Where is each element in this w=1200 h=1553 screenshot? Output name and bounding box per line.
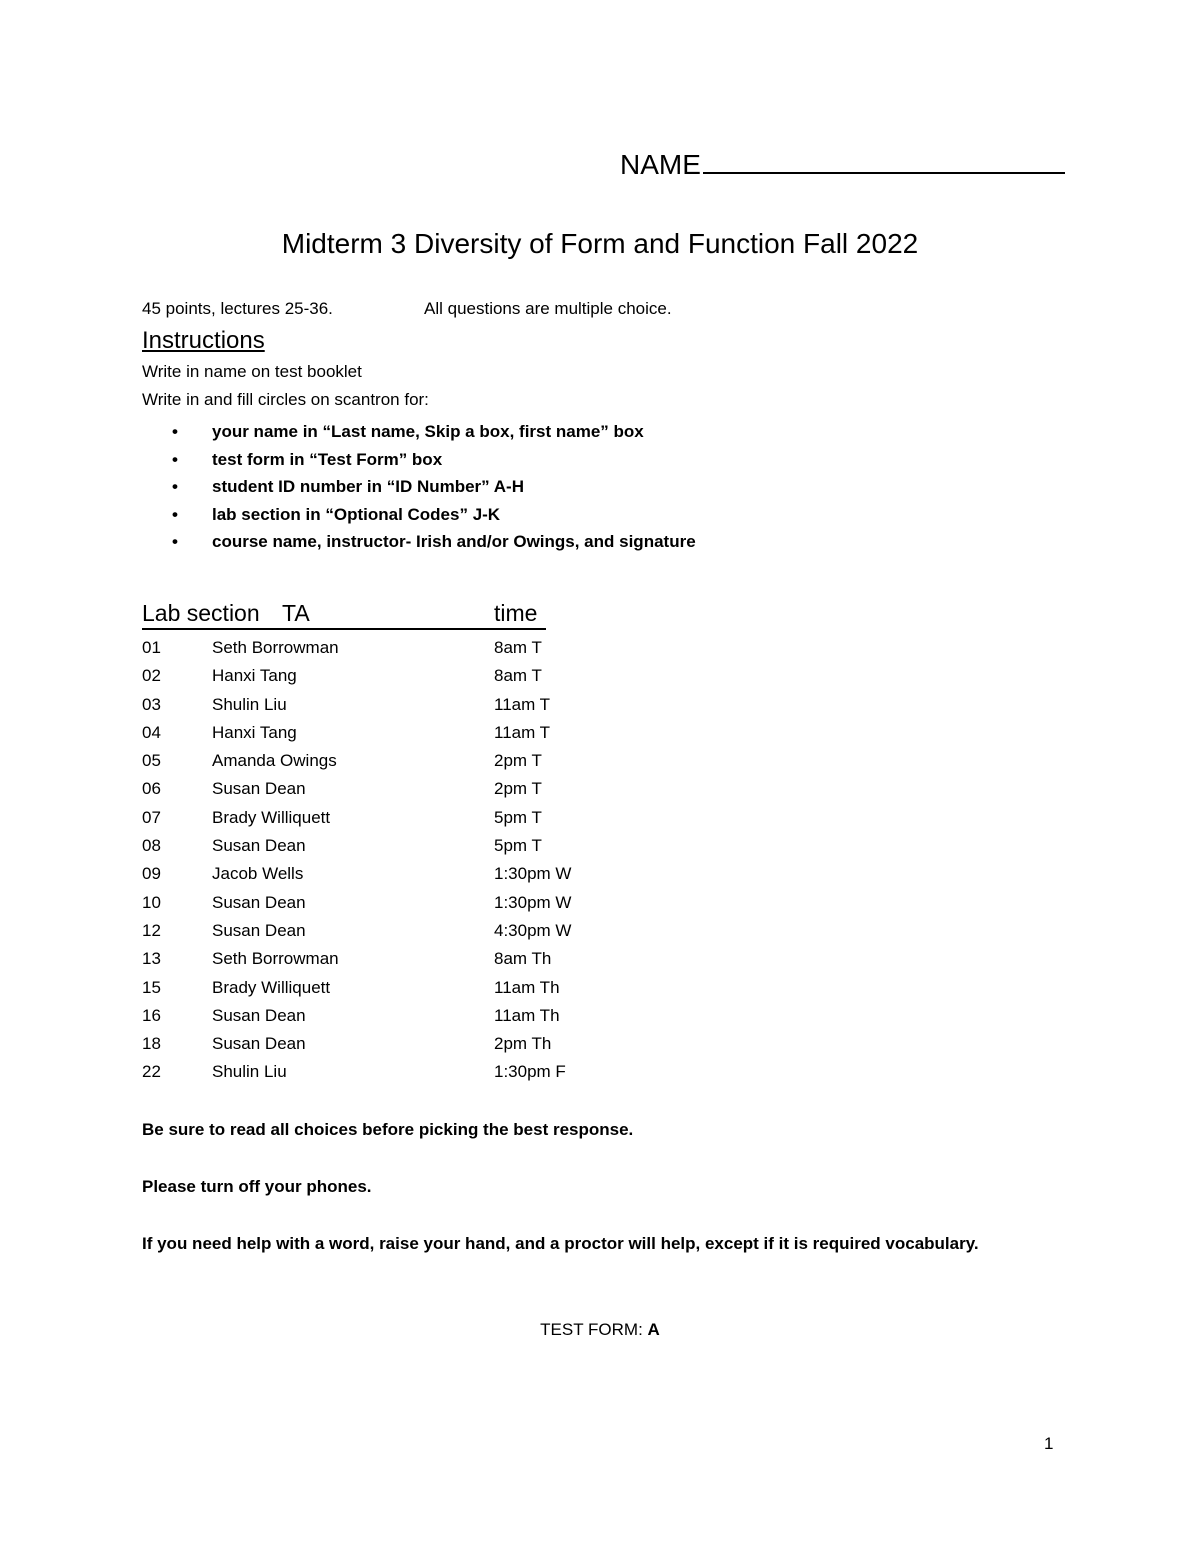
list-item <box>172 528 696 556</box>
list-item <box>172 446 696 474</box>
lab-section-cell: 15 <box>142 977 161 997</box>
lab-table-header <box>142 598 546 630</box>
ta-cell: Shulin Liu <box>212 694 287 714</box>
lab-section-cell: 04 <box>142 722 161 742</box>
list-item <box>172 418 696 446</box>
bullet-icon: • <box>172 477 178 496</box>
ta-cell: Shulin Liu <box>212 1062 287 1082</box>
ta-cell: Susan Dean <box>212 1034 306 1054</box>
note-phones: Please turn off your phones. <box>142 1177 372 1196</box>
test-form-label: TEST FORM: <box>540 1320 643 1339</box>
bullet-icon: • <box>172 504 178 524</box>
page-number: 1 <box>1044 1434 1054 1453</box>
lab-section-cell: 02 <box>142 666 161 686</box>
lab-section-cell: 12 <box>142 920 161 940</box>
bullet-text: student ID number in “ID Number” A-H <box>212 477 524 496</box>
ta-cell: Susan Dean <box>212 836 306 856</box>
time-cell: 1:30pm W <box>494 864 572 884</box>
note-read-choices: Be sure to read all choices before picking the best response. <box>142 1120 634 1139</box>
time-cell: 1:30pm W <box>494 892 572 912</box>
time-cell: 2pm T <box>494 751 542 771</box>
table-row <box>142 860 642 888</box>
points-info: 45 points, lectures 25-36. <box>142 299 333 318</box>
table-row <box>142 974 642 1002</box>
list-item <box>172 501 696 529</box>
lab-section-cell: 05 <box>142 751 161 771</box>
time-cell: 11am Th <box>494 977 560 997</box>
bullet-text: your name in “Last name, Skip a box, first name” box <box>212 422 644 441</box>
bullet-icon: • <box>172 449 178 469</box>
time-cell: 1:30pm F <box>494 1062 566 1082</box>
bullet-icon: • <box>172 422 178 441</box>
time-cell: 4:30pm W <box>494 920 572 940</box>
ta-cell: Susan Dean <box>212 1005 306 1025</box>
lab-section-cell: 03 <box>142 694 161 714</box>
format-info: All questions are multiple choice. <box>424 299 672 318</box>
scantron-instructions-list <box>172 418 696 556</box>
table-row <box>142 691 642 719</box>
time-cell: 2pm T <box>494 779 542 799</box>
lab-section-cell: 01 <box>142 638 161 657</box>
header-lab-section: Lab section <box>142 600 260 626</box>
table-row <box>142 634 642 662</box>
time-cell: 11am Th <box>494 1005 560 1025</box>
table-row <box>142 1030 642 1058</box>
table-row <box>142 917 642 945</box>
table-row <box>142 1058 642 1086</box>
header-time: time <box>494 600 538 626</box>
table-row <box>142 1002 642 1030</box>
ta-cell: Susan Dean <box>212 892 306 912</box>
ta-cell: Susan Dean <box>212 920 306 940</box>
lab-section-cell: 09 <box>142 864 161 884</box>
table-row <box>142 804 642 832</box>
table-row <box>142 747 642 775</box>
name-blank-line <box>703 142 1065 174</box>
table-row <box>142 662 642 690</box>
time-cell: 11am T <box>494 694 551 714</box>
table-row <box>142 889 642 917</box>
ta-cell: Hanxi Tang <box>212 666 297 686</box>
instructions-heading: Instructions <box>142 327 265 354</box>
time-cell: 8am T <box>494 638 542 657</box>
lab-section-cell: 06 <box>142 779 161 799</box>
table-row <box>142 719 642 747</box>
table-row <box>142 775 642 803</box>
lab-section-cell: 10 <box>142 892 161 912</box>
ta-cell: Brady Williquett <box>212 807 331 827</box>
ta-cell: Susan Dean <box>212 779 306 799</box>
header-ta: TA <box>282 600 310 626</box>
bullet-icon: • <box>172 532 178 551</box>
table-row <box>142 832 642 860</box>
lab-section-table <box>142 634 642 1087</box>
lab-section-cell: 22 <box>142 1062 161 1082</box>
instruction-line-1: Write in name on test booklet <box>142 362 362 381</box>
test-form-indicator <box>0 1318 1200 1342</box>
lab-section-cell: 13 <box>142 949 161 969</box>
ta-cell: Jacob Wells <box>212 864 304 884</box>
name-label: NAME <box>620 149 701 180</box>
lab-section-cell: 08 <box>142 836 161 856</box>
instruction-line-2: Write in and fill circles on scantron for: <box>142 390 429 409</box>
list-item <box>172 473 696 501</box>
time-cell: 2pm Th <box>494 1034 552 1054</box>
time-cell: 11am T <box>494 722 551 742</box>
lab-section-cell: 16 <box>142 1005 161 1025</box>
ta-cell: Seth Borrowman <box>212 638 339 657</box>
ta-cell: Brady Williquett <box>212 977 331 997</box>
time-cell: 8am T <box>494 666 542 686</box>
time-cell: 5pm T <box>494 807 542 827</box>
bullet-text: lab section in “Optional Codes” J-K <box>212 504 501 524</box>
name-field <box>620 142 1065 185</box>
table-row <box>142 945 642 973</box>
exam-title: Midterm 3 Diversity of Form and Function Fall 2022 <box>281 228 919 259</box>
ta-cell: Seth Borrowman <box>212 949 339 969</box>
ta-cell: Hanxi Tang <box>212 722 297 742</box>
time-cell: 8am Th <box>494 949 552 969</box>
bullet-text: test form in “Test Form” box <box>212 449 443 469</box>
note-help: If you need help with a word, raise your hand, and a proctor will help, except if it is required vocabulary. <box>142 1234 979 1253</box>
time-cell: 5pm T <box>494 836 542 856</box>
ta-cell: Amanda Owings <box>212 751 337 771</box>
bullet-text: course name, instructor- Irish and/or Owings, and signature <box>212 532 696 551</box>
lab-section-cell: 18 <box>142 1034 161 1054</box>
test-form-value: A <box>647 1320 660 1339</box>
lab-section-cell: 07 <box>142 807 161 827</box>
